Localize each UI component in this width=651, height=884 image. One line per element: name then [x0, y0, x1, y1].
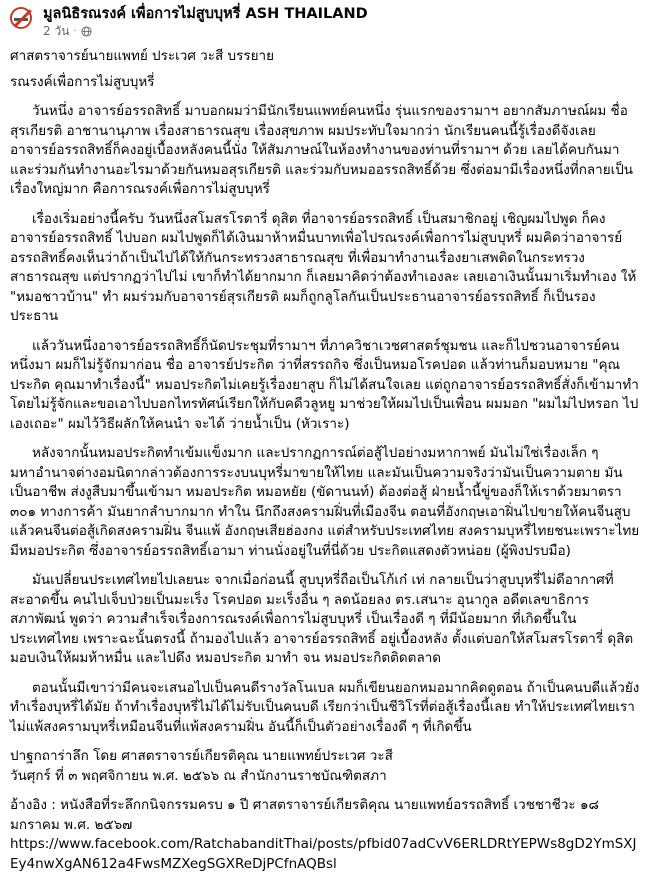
- no-smoking-icon: [10, 7, 36, 33]
- post-body: [10, 47, 641, 874]
- post-timestamp[interactable]: 2 วัน: [43, 24, 70, 38]
- post-footer-line: วันศุกร์ ที่ ๓ พฤศจิกายน พ.ศ. ๒๕๖๖ ณ สำนักงานราชบัณฑิตสภา: [10, 767, 387, 784]
- post-meta: [43, 24, 368, 39]
- page-name[interactable]: มูลนิธิรณรงค์ เพื่อการไม่สูบบุหรี่ ASH THAILAND: [43, 6, 368, 22]
- post-paragraph: วันหนึ่ง อาจารย์อรรถสิทธิ์ มาบอกผมว่ามีนักเรียนแพทย์คนหนึ่ง รุ่นแรกของรามาฯ อยากสัมภาษณ์ผม ชื่อ สุรเกียรติ อาชานานุภาพ เรื่องสาธารณสุข เรื่องสุขภาพ ผมประทับใจมากว่า นักเรียนคนนี้รู้เรื่องดีจังเลย อาจารย์อรรถสิทธิ์ก็คงอยู่เบื้องหลังคนนี้นั่ง ให้สัมภาษณ์ในห้องทำงานของท่านที่รามาฯ ด้วย เลยได้คบกันมาและร่วมกันทำงานอะไรมาด้วยกันหมอสุรเกียรติ และร่วมกับหมออรรถสิทธิ์ด้วย ซึ่งต่อมามีเรื่องหนึ่งที่กลายเป็นเรื่องใหญ่มาก คือการณรงค์เพื่อการไม่สูบบุหรี่: [10, 103, 634, 197]
- post-paragraph: เรื่องเริ่มอย่างนี้ครับ วันหนึ่งสโมสรโรตารี่ ดุสิต ที่อาจารย์อรรถสิทธิ์ เป็นสมาชิกอยู่ เชิญผมไปพูด ก็คง อาจารย์อรรถสิทธิ์ ไปบอก ผมไปพูดก็ได้เงินมาห้าหมื่นบาทเพื่อไปรณรงค์เพื่อการไม่สูบบุหรี่ ผมคิดว่าอาจารย์อรรถสิทธิ์คงเห็นว่าถ้าเป็นไปได้ให้กันกระทรวงสาธารณสุข ที่เพื่อมาทำงานเรื่องยาเสพติดในกระทรวงสาธารณสุข แต่ปรากฏว่าไปไม่ เขาก็ทำได้ยากมาก ก็เลยมาคิดว่าต้องทำเองละ เลยเอาเงินนั้นมาเริ่มทำเอง ให้ "หมอชาวบ้าน" ทำ ผมร่วมกับอาจารย์สุรเกียรติ ผมก็ถูกลูโลกันเป็นประธานอาจารย์อรรถสิทธิ์ ก็เป็นรองประธาน: [10, 210, 637, 324]
- post-header: [10, 6, 641, 39]
- globe-icon: [81, 26, 92, 37]
- post-link[interactable]: https://www.facebook.com/RatchabanditThai/posts/pfbid07adCvV6ERLDRtYEPWs8gD2YmSXJEy4nwXgAN612a4FwsMZXegSGXReDjPCfnAQBsl: [10, 836, 637, 872]
- post-paragraph: แล้ววันหนึ่งอาจารย์อรรถสิทธิ์ก็นัดประชุมที่รามาฯ ที่ภาควิชาเวชศาสตร์ชุมชน และก็ไปชวนอาจารย์คนหนึ่งมา ผมก็ไม่รู้จักมาก่อน ชื่อ อาจารย์ประกิต ว่าที่สรรถกิจ ซึ่งเป็นหมอโรคปอด แล้วท่านก็มอบหมาย "คุณประกิต คุณมาทำเรื่องนี้" หมอประกิตไม่เคยรู้เรื่องยาสูบ ก็ไม่ได้สนใจเลย แต่ถูกอาจารย์อรรถสิทธิ์สั่งก็เข้ามาทำโดยไม่รู้จักและขอเอาไปบอกไทรทัศน์เรียกให้กับคดีวลูหยู มาช่วยให้ผมไปเป็นเพื่อน ผมมอก "ผมไม่ไปหรอก ไปเองเถอะ" ผมไว้วิธีผลักให้คนนำ จะได้ ว่ายน้ำเป็น (หัวเราะ): [10, 337, 639, 432]
- post-paragraph: หลังจากนั้นหมอประกิตทำเข้มแข็งมาก และปรากฏการณ์ต่อสู้ไปอย่างมหากาพย์ มันไม่ใช่เรื่องเล็ก ๆ มหาอำนาจต่างอมนิตากล่าวต้องการระงบนบุหรี่มาขายให้ไทย และมันเป็นความจริงว่ามันเป็นความตาย มันเป็นอาชีพ ส่งงูสืบมาขึ้นเข้ามา หมอประกิต หมอหยัย (ขัดานนท์) ต้องต่อสู้ ฝ่ายน้ำนี้ขู่ของก็ให้เราด้วยมาตรา ๓๐๑ ทางการค้า มันยากลำบากมาก ทำใน นึกถึงสงครามฝิ่นที่เมืองจีน ตอนที่อังกฤษเอาฝิ่นไปขายให้คนจีนสูบ แล้วคนจีนต่อสู้เกิดสงครามฝิ่น จีนแพ้ อังกฤษเสียฮ่องกง แต่สำหรับประเทศไทย สงครามบุหรี่ไทยชนะเพราะไทยมีหมอประกิต ซึ่งอาจารย์อรรถสิทธิ์เอามา ท่านนั่งอยู่ในที่นี่ด้วย ประกิตแสดงตัวหน่อย (ผู้พิงปรบมือ): [10, 445, 640, 559]
- post-headline-2: รณรงค์เพื่อการไม่สูบบุหรี่: [10, 73, 155, 90]
- post-header-text: [43, 6, 368, 39]
- post-reference: อ้างอิง : หนังสือที่ระลึกกนิจกรรมครบ ๑ ปี ศาสตราจารย์เกียรติคุณ นายแพทย์อรรถสิทธิ์ เวชชาชีวะ ๑๘ มกราคม พ.ศ. ๒๕๖๗: [10, 797, 599, 833]
- post-paragraph: ตอนนั้นมีเขาว่ามีคนจะเสนอไปเป็นคนดีรางวัลโนเบล ผมก็เขียนยอกหมอมากคิดดูตอน ถ้าเป็นคนบดีแล้วยังทำเรื่องบุหรี่ได้มัย ถ้าทำเรื่องบุหรี่ไม่ได้ไม่รับเป็นคนบดี เรียกว่าเป็นชีวิโรที่ต่อสู้เรื่องนี้เลย ทำให้ประเทศไทยเราไม่แพ้สงครามบุหรี่เหมือนจีนที่แพ้สงครามฝิ่น อันนี้ก็เป็นตัวอย่างเรื่องดี ๆ ที่เกิดขึ้น: [10, 679, 640, 735]
- post-headline-1: ศาสตราจารย์นายแพทย์ ประเวศ วะสี บรรยาย: [10, 48, 275, 64]
- meta-separator: ·: [73, 25, 77, 37]
- post-paragraph: มันเปลี่ยนประเทศไทยไปเลยนะ จากเมื่อก่อนนี้ สูบบุหรี่ถือเป็นโก้เก๋ เท่ กลายเป็นว่าสูบบุหรี่ไม่ดีอากาศที่สะอาดขึ้น คนไปเจ็บป่วยเป็นมะเร็ง โรคปอด มะเร็งอื่น ๆ ลดน้อยลง ตร.เสนาะ อุนากูล อดีตเลขาธิการสภาพัฒน์ พูดว่า ความสำเร็จเรื่องการณรงค์เพื่อการไม่สูบบุหรี่ เป็นเรื่องดี ๆ ที่มีน้อยมาก ที่เกิดขึ้นในประเทศไทย เพราะฉะนั้นตรงนี้ ถ้ามองไปแล้ว อาจารย์อรรถสิทธิ์ อยู่เบื้องหลัง ตั้งแต่บอกให้สโมสรโรตารี่ ดุสิต มอบเงินให้ผมห้าหมื่น และไปดึง หมอประกิต มาทำ จน หมอประกิตติดตลาด: [10, 572, 634, 666]
- post-footer-line: ปาฐกถาร่าลึก โดย ศาสตราจารย์เกียรติคุณ นายแพทย์ประเวศ วะสี: [10, 748, 393, 764]
